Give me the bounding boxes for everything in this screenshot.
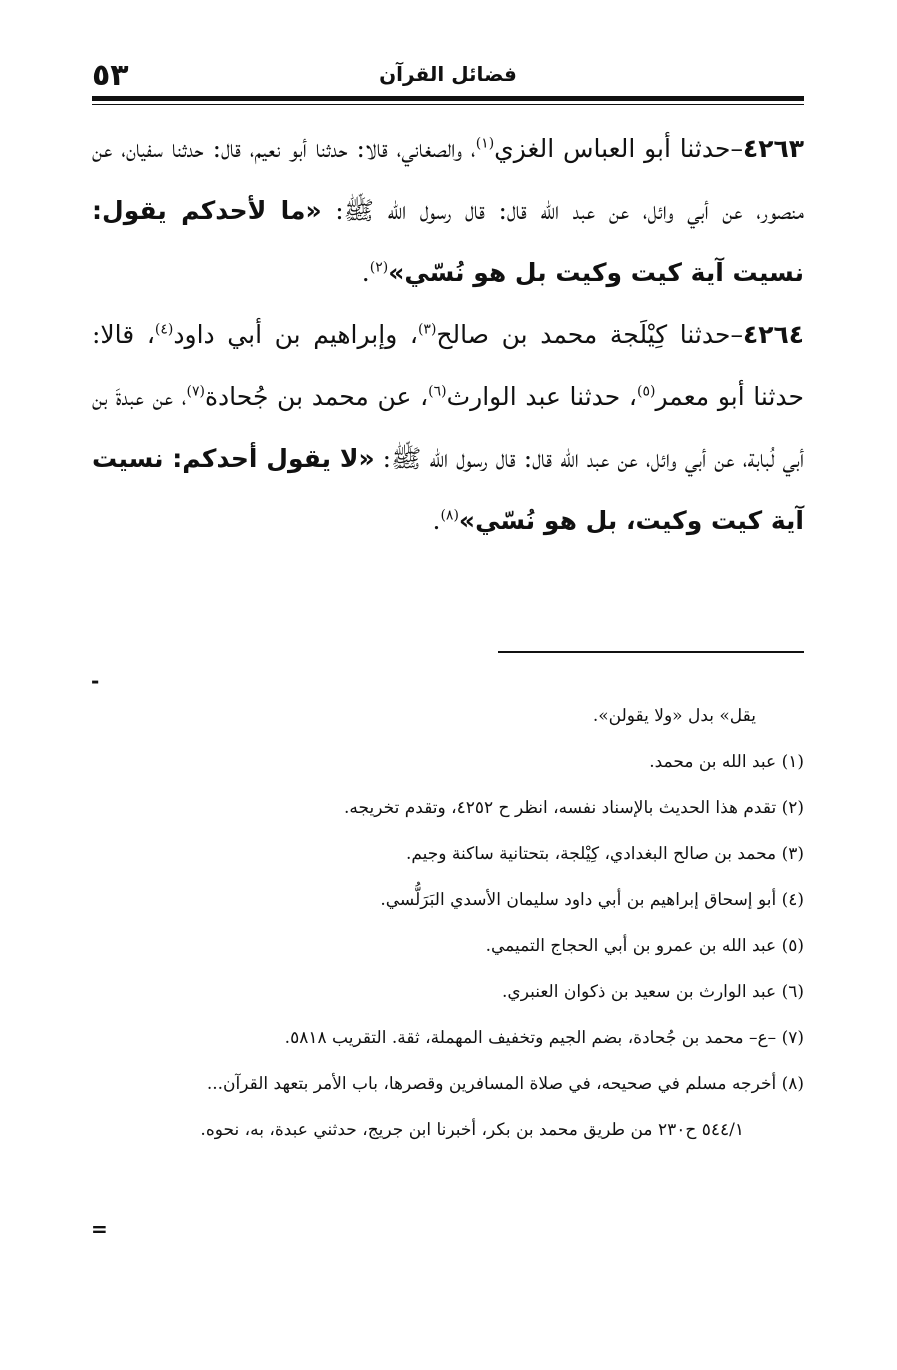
footnotes bbox=[92, 693, 804, 1153]
footnote-item: (١) عبد الله بن محمد. bbox=[649, 752, 804, 772]
hadith-dash: – bbox=[730, 134, 743, 163]
margin-mark-double: = bbox=[91, 1217, 108, 1241]
isnad-text: حدثنا أبو العباس الغزي bbox=[494, 134, 731, 163]
footnote-ref: (١) bbox=[475, 135, 495, 152]
quote-open: « bbox=[305, 196, 322, 225]
footnote-carryover: يقل» بدل «ولا يقولن». bbox=[592, 706, 756, 726]
quote-close: » bbox=[458, 506, 476, 535]
hadith-matn: ما لأحدكم يقول: نسيت آية كيت وكيت بل هو نُسّي bbox=[92, 196, 804, 287]
hadith-matn: لا يقول أحدكم: نسيت آية كيت وكيت، بل هو نُسّي bbox=[92, 444, 804, 535]
footnote-item: (٥) عبد الله بن عمرو بن أبي الحجاج التميمي. bbox=[485, 936, 804, 956]
margin-mark-dash: - bbox=[91, 669, 100, 693]
hadith-4264 bbox=[92, 304, 804, 552]
hadith-end: . bbox=[361, 258, 370, 287]
hadith-dash: – bbox=[730, 320, 743, 349]
header-rule-thin bbox=[92, 104, 804, 105]
quote-open: « bbox=[358, 444, 375, 473]
hadith-number: ٤٢٦٤ bbox=[742, 320, 805, 349]
footnote-ref: (٨) bbox=[440, 507, 459, 524]
isnad-text: ، وإبراهيم بن أبي داود bbox=[173, 320, 418, 349]
running-title: فضائل القرآن bbox=[379, 62, 517, 86]
footnote-continuation: ٥٤٤/١ ح٢٣٠ من طريق محمد بن بكر، أخبرنا ابن جريج، حدثني عبدة، به، نحوه. bbox=[200, 1120, 744, 1140]
main-text bbox=[92, 118, 804, 552]
footnote-ref: (٢) bbox=[369, 259, 389, 276]
isnad-text: ، حدثنا عبد الوارث bbox=[446, 382, 637, 411]
footnote-item: (٧) –ع– محمد بن جُحادة، بضم الجيم وتخفيف المهملة، ثقة. التقريب ٥٨١٨. bbox=[284, 1028, 804, 1048]
isnad-text: ، عن محمد بن جُحادة bbox=[204, 382, 429, 411]
quote-close: » bbox=[388, 258, 405, 287]
footnote-ref: (٣) bbox=[417, 321, 437, 338]
footnote-item: (٨) أخرجه مسلم في صحيحه، في صلاة المسافرين وقصرها، باب الأمر بتعهد القرآن... bbox=[206, 1074, 804, 1094]
hadith-4263 bbox=[92, 118, 804, 304]
footnote-item: (٤) أبو إسحاق إبراهيم بن أبي داود سليمان الأسدي البَرَلُّسي. bbox=[380, 890, 804, 910]
footnote-item: (٦) عبد الوارث بن سعيد بن ذكوان العنبري. bbox=[501, 982, 804, 1002]
footnote-item: (٢) تقدم هذا الحديث بالإسناد نفسه، انظر ح ٤٢٥٢، وتقدم تخريجه. bbox=[344, 798, 804, 818]
footnote-separator bbox=[498, 651, 804, 653]
footnote-ref: (٦) bbox=[428, 383, 447, 400]
header-rule-thick bbox=[92, 96, 804, 101]
hadith-end: . bbox=[432, 506, 441, 535]
isnad-text: حدثنا كِيْلَجة محمد بن صالح bbox=[436, 320, 731, 349]
page-header bbox=[92, 58, 804, 94]
isnad-text: ، والصغاني، قالا: حدثنا أبو نعيم، قال: حدثنا سفيان، عن منصور، عن أبي وائل، عن عبد الله قال: قال رسول الله ﷺ: bbox=[92, 134, 804, 225]
isnad-text: ، قالا: حدثنا أبو معمر bbox=[92, 320, 805, 411]
footnote-ref: (٥) bbox=[637, 383, 656, 400]
page-number: ٥٣ bbox=[92, 58, 129, 93]
hadith-number: ٤٢٦٣ bbox=[742, 134, 804, 163]
isnad-text: ، عن عبدةَ بن أبي لُبابة، عن أبي وائل، عن عبد الله قال: قال رسول الله ﷺ: bbox=[92, 382, 804, 473]
footnote-ref: (٧) bbox=[186, 383, 205, 400]
footnote-item: (٣) محمد بن صالح البغدادي، كِيْلجة، بتحتانية ساكنة وجيم. bbox=[405, 844, 804, 864]
footnote-ref: (٤) bbox=[154, 321, 174, 338]
